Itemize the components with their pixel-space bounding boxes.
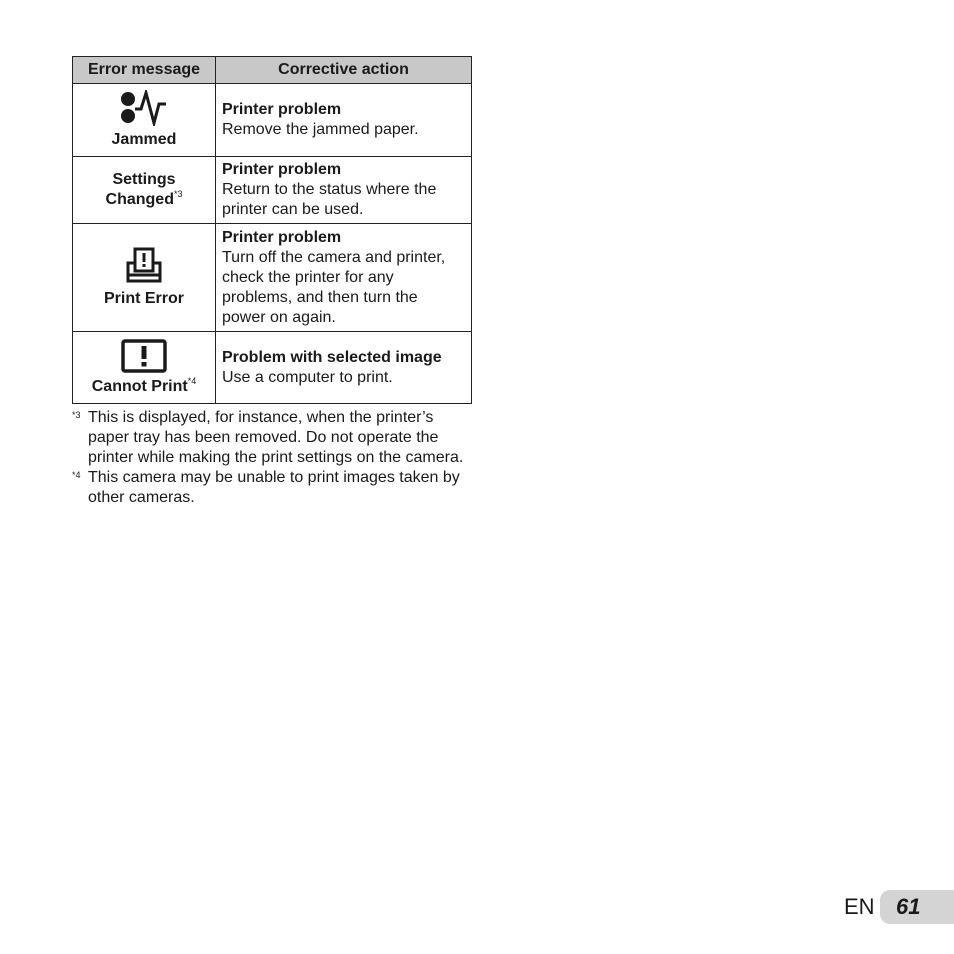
footnotes <box>72 408 472 508</box>
action-title: Printer problem <box>222 101 342 118</box>
footnote-text: This is displayed, for instance, when the printer’s paper tray has been removed. Do not operate the printer while making the print settings on the camera. <box>88 409 464 466</box>
error-label: Jammed <box>111 131 177 148</box>
paper-jam-icon <box>120 90 168 126</box>
page-number: 61 <box>880 890 954 924</box>
footnote-mark: *4 <box>72 470 81 480</box>
language-label: EN <box>844 894 875 919</box>
error-label-line2: Changed <box>105 191 174 208</box>
printer-error-icon <box>124 247 164 285</box>
action-cell <box>216 332 472 404</box>
action-title: Problem with selected image <box>222 348 442 366</box>
action-text: Use a computer to print. <box>222 368 393 386</box>
action-title: Printer problem <box>222 228 342 246</box>
error-cell-print-error <box>73 224 216 332</box>
table-header-row <box>73 57 472 84</box>
error-table <box>72 56 472 404</box>
action-text: Turn off the camera and printer, check the printer for any problems, and then turn the power on again. <box>222 248 446 326</box>
action-text: Remove the jammed paper. <box>222 121 419 138</box>
warning-frame-icon <box>121 339 167 373</box>
error-label: Cannot Print <box>91 377 188 395</box>
action-cell <box>216 84 472 157</box>
error-cell-jammed <box>73 84 216 157</box>
footnote-ref: *3 <box>173 189 183 199</box>
error-label: Print Error <box>103 289 184 307</box>
header-corrective-action: Corrective action <box>216 57 472 84</box>
error-cell-cannot-print <box>73 332 216 404</box>
error-label-line1: Settings <box>112 171 176 188</box>
action-title: Printer problem <box>222 161 342 178</box>
header-error-message: Error message <box>73 57 216 84</box>
footnote-text: This camera may be unable to print images taken by other cameras. <box>88 469 460 506</box>
table-row <box>73 332 472 404</box>
footnote <box>72 468 472 508</box>
table-row <box>73 157 472 224</box>
action-cell <box>216 157 472 224</box>
footnote-ref: *4 <box>187 375 197 386</box>
action-cell <box>216 224 472 332</box>
action-text: Return to the status where the printer can be used. <box>222 181 437 218</box>
footnote <box>72 408 472 468</box>
table-row <box>73 224 472 332</box>
footnote-mark: *3 <box>72 410 81 420</box>
table-row <box>73 84 472 157</box>
error-cell-settings-changed <box>73 157 216 224</box>
